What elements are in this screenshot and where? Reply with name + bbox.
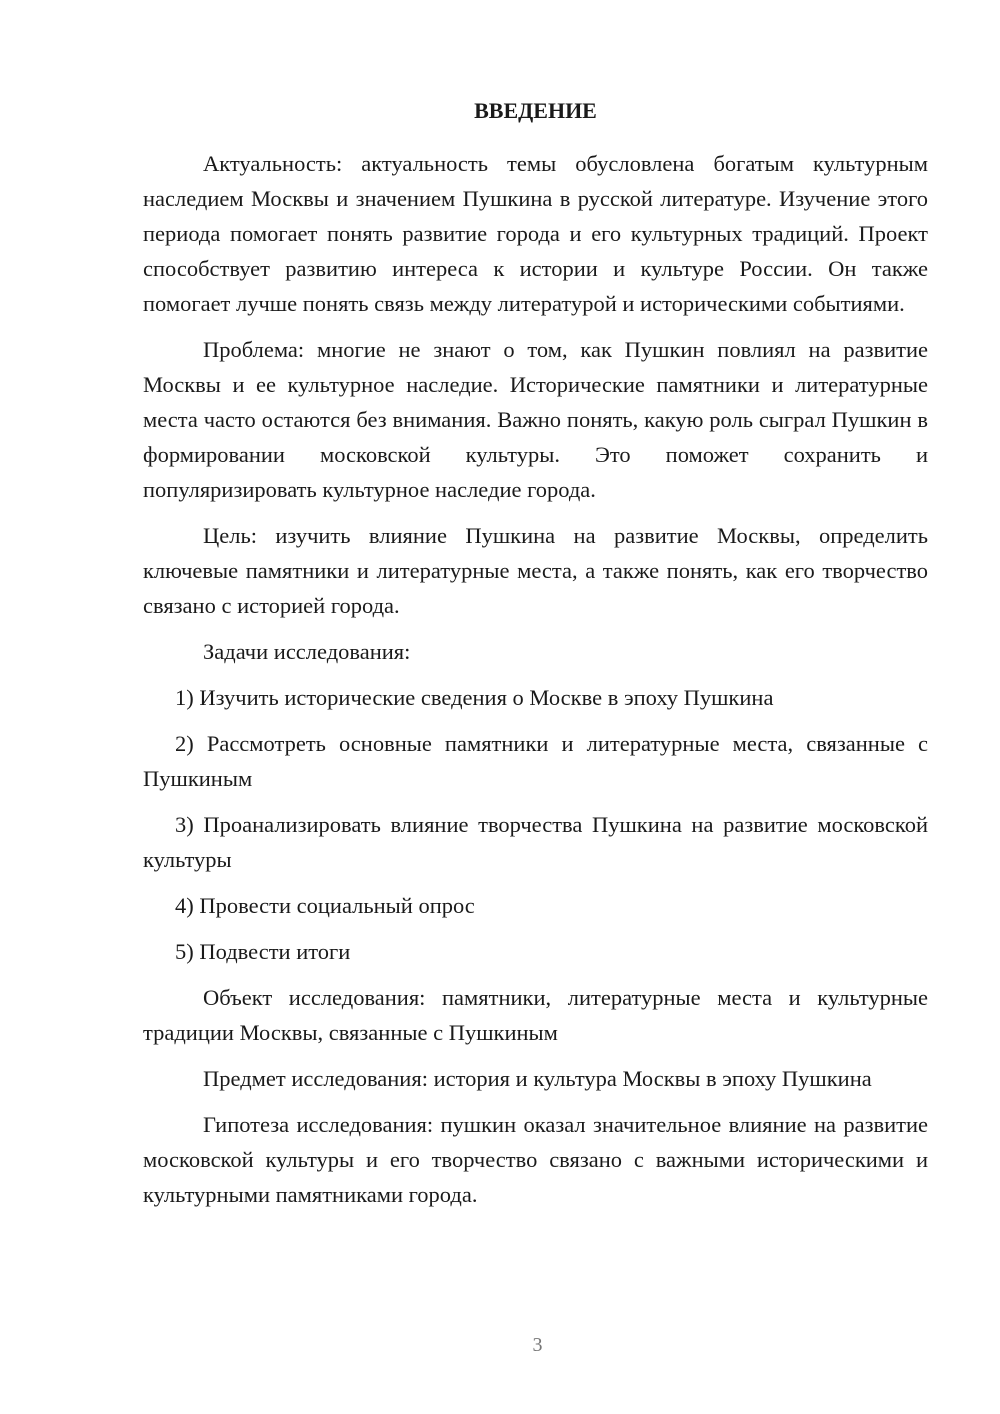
- paragraph-subject: Предмет исследования: история и культура Москвы в эпоху Пушкина: [203, 1066, 872, 1091]
- paragraph-object: Объект исследования: памятники, литературные места и культурные традиции Москвы, связанные с Пушкиным: [143, 985, 928, 1045]
- document-page: [143, 96, 928, 1223]
- paragraph-hypothesis: Гипотеза исследования: пушкин оказал значительное влияние на развитие московской культуры и его творчество связано с важными историческими и культурными памятниками города.: [143, 1112, 928, 1207]
- page-title: ВВЕДЕНИЕ: [474, 98, 597, 123]
- page-number: 3: [532, 1334, 543, 1356]
- tasks-heading: Задачи исследования:: [203, 639, 411, 664]
- paragraph-relevance: Актуальность: актуальность темы обусловлена богатым культурным наследием Москвы и значением Пушкина в русской литературе. Изучение этого периода помогает понять развитие города и его культурных традиций. Проект способствует развитию интереса к истории и культуре России. Он также помогает лучше понять связь между литературой и историческими событиями.: [143, 151, 928, 316]
- paragraph-goal: Цель: изучить влияние Пушкина на развитие Москвы, определить ключевые памятники и литературные места, а также понять, как его творчество связано с историей города.: [143, 523, 928, 618]
- paragraph-problem: Проблема: многие не знают о том, как Пушкин повлиял на развитие Москвы и ее культурное наследие. Исторические памятники и литературные места часто остаются без внимания. Важно понять, какую роль сыграл Пушкин в формировании московской культуры. Это поможет сохранить и популяризировать культурное наследие города.: [143, 337, 928, 502]
- list-item: 2) Рассмотреть основные памятники и литературные места, связанные с Пушкиным: [143, 731, 928, 791]
- list-item: 1) Изучить исторические сведения о Москве в эпоху Пушкина: [175, 685, 774, 710]
- list-item: 3) Проанализировать влияние творчества Пушкина на развитие московской культуры: [143, 812, 928, 872]
- list-item: 5) Подвести итоги: [175, 939, 351, 964]
- list-item: 4) Провести социальный опрос: [175, 893, 475, 918]
